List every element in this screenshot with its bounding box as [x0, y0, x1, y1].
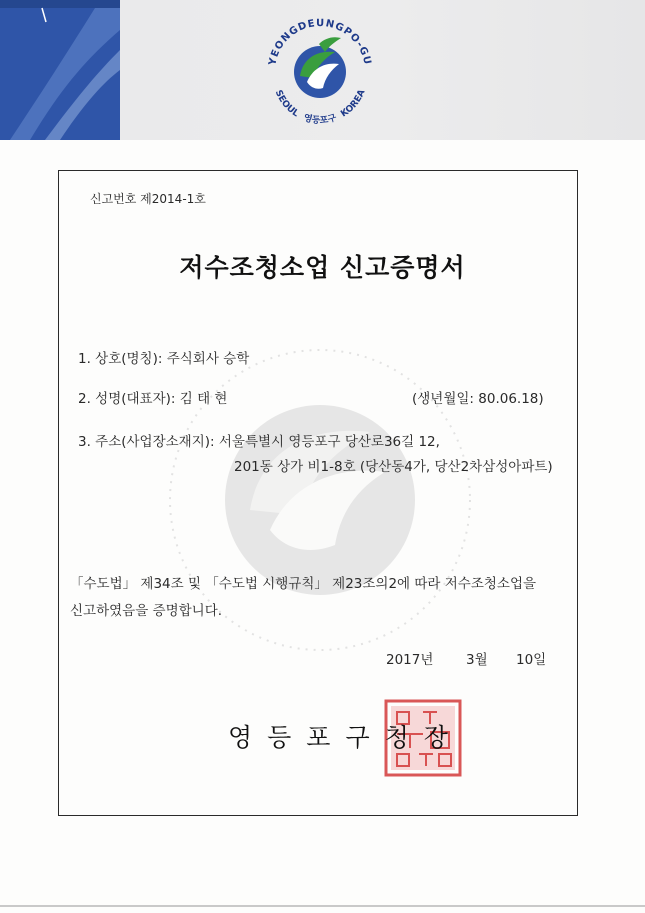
logo-text-right: KOREA [339, 88, 368, 120]
certificate-number: 신고번호 제2014-1호 [90, 192, 206, 206]
svg-text:SEOUL [273, 89, 301, 120]
certificate-title: 저수조청소업 신고증명서 [179, 253, 466, 282]
logo-text-top: YEONGDEUNGPO-GU [267, 17, 373, 67]
date-month: 3월 [466, 652, 488, 668]
page-bottom-edge [0, 905, 645, 907]
svg-text:영등포구 [302, 111, 338, 126]
logo-text-bottom: 영등포구 [302, 113, 338, 127]
header-band [0, 0, 645, 140]
logo-text-left: SEOUL [272, 88, 301, 120]
svg-text:KOREA [339, 88, 367, 119]
date-day: 10일 [516, 652, 547, 668]
statement-line-1: 「수도법」 제34조 및 「수도법 시행규칙」 제23조의2에 따라 저수조청소업을 [70, 576, 537, 592]
trade-name-line: 1. 상호(명칭): 주식회사 승학 [78, 351, 250, 367]
address-line-2: 201동 상가 비1-8호 (당산동4가, 당산2차삼성아파트) [234, 459, 553, 475]
date-year: 2017년 [386, 652, 434, 668]
district-logo [255, 6, 385, 136]
issuer-name: 영등포구청장 [228, 723, 463, 752]
birth-date: (생년월일: 80.06.18) [412, 391, 544, 407]
representative-line: 2. 성명(대표자): 김 태 현 [78, 391, 228, 407]
blue-corner-decoration [0, 0, 120, 140]
address-line-1: 3. 주소(사업장소재지): 서울특별시 영등포구 당산로36길 12, [78, 434, 440, 450]
statement-line-2: 신고하였음을 증명합니다. [70, 603, 223, 619]
